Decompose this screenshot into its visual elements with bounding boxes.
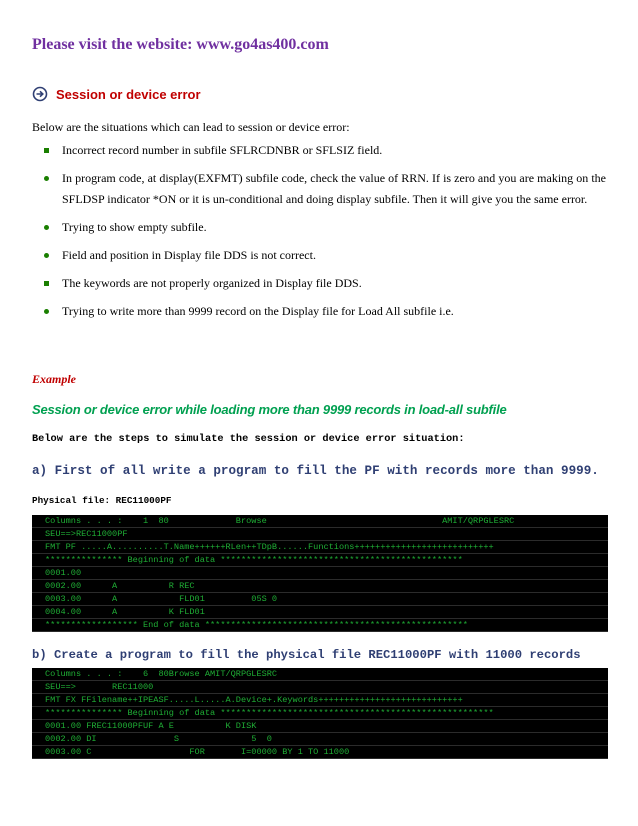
terminal-line: 0004.00 A K FLD01 <box>32 606 608 619</box>
bullet-icon <box>44 176 49 181</box>
example-label: Example <box>32 372 76 386</box>
intro-text: Below are the situations which can lead to session or device error: <box>32 120 350 134</box>
bullet-icon <box>44 281 49 286</box>
arrow-right-circle-icon <box>32 86 48 102</box>
terminal-line: 0001.00 <box>32 567 608 580</box>
list-item: Trying to write more than 9999 record on the Display file for Load All subfile i.e. <box>36 301 606 322</box>
section-title: Session or device error <box>56 86 201 102</box>
website-notice: Please visit the website: www.go4as400.com <box>32 36 329 53</box>
list-item: The keywords are not properly organized in Display file DDS. <box>36 273 606 294</box>
bullet-list <box>36 140 606 329</box>
terminal-line: 0002.00 A R REC <box>32 580 608 593</box>
terminal-line: *************** Beginning of data ***************************************************** <box>32 707 608 720</box>
terminal-line: SEU==> REC11000 <box>32 681 608 694</box>
terminal-line: FMT PF .....A..........T.Name++++++RLen++TDpB......Functions+++++++++++++++++++++++++++ <box>32 541 608 554</box>
terminal-screen-program <box>32 668 608 759</box>
step-a-heading: a) First of all write a program to fill the PF with records more than 9999. <box>32 464 599 478</box>
list-item: Incorrect record number in subfile SFLRCDNBR or SFLSIZ field. <box>36 140 606 161</box>
terminal-line: 0003.00 C FOR I=00000 BY 1 TO 11000 <box>32 746 608 759</box>
terminal-line: ****************** End of data *************************************************** <box>32 619 608 632</box>
list-item: Trying to show empty subfile. <box>36 217 606 238</box>
terminal-line: 0002.00 DI S 5 0 <box>32 733 608 746</box>
terminal-line: Columns . . . : 6 80Browse AMIT/QRPGLESRC <box>32 668 608 681</box>
example-title: Session or device error while loading more than 9999 records in load-all subfile <box>32 402 507 417</box>
list-item: Field and position in Display file DDS is not correct. <box>36 245 606 266</box>
terminal-line: *************** Beginning of data *********************************************** <box>32 554 608 567</box>
terminal-line: 0003.00 A FLD01 05S 0 <box>32 593 608 606</box>
terminal-line: 0001.00 FREC11000PFUF A E K DISK <box>32 720 608 733</box>
terminal-line: FMT FX FFilename++IPEASF.....L.....A.Device+.Keywords++++++++++++++++++++++++++++ <box>32 694 608 707</box>
section-heading <box>32 86 201 102</box>
terminal-line: SEU==>REC11000PF <box>32 528 608 541</box>
bullet-icon <box>44 225 49 230</box>
terminal-line: Columns . . . : 1 80 Browse AMIT/QRPGLESRC <box>32 515 608 528</box>
bullet-icon <box>44 253 49 258</box>
physical-file-label: Physical file: REC11000PF <box>32 495 172 506</box>
step-b-heading: b) Create a program to fill the physical file REC11000PF with 11000 records <box>32 648 581 662</box>
steps-intro: Below are the steps to simulate the session or device error situation: <box>32 433 465 445</box>
terminal-screen-pf <box>32 515 608 632</box>
bullet-icon <box>44 309 49 314</box>
bullet-icon <box>44 148 49 153</box>
list-item: In program code, at display(EXFMT) subfile code, check the value of RRN. If is zero and you are making on the SFLDSP indicator *ON or it is un-conditional and doing display subfile. Then it will give you the same error. <box>36 168 606 210</box>
